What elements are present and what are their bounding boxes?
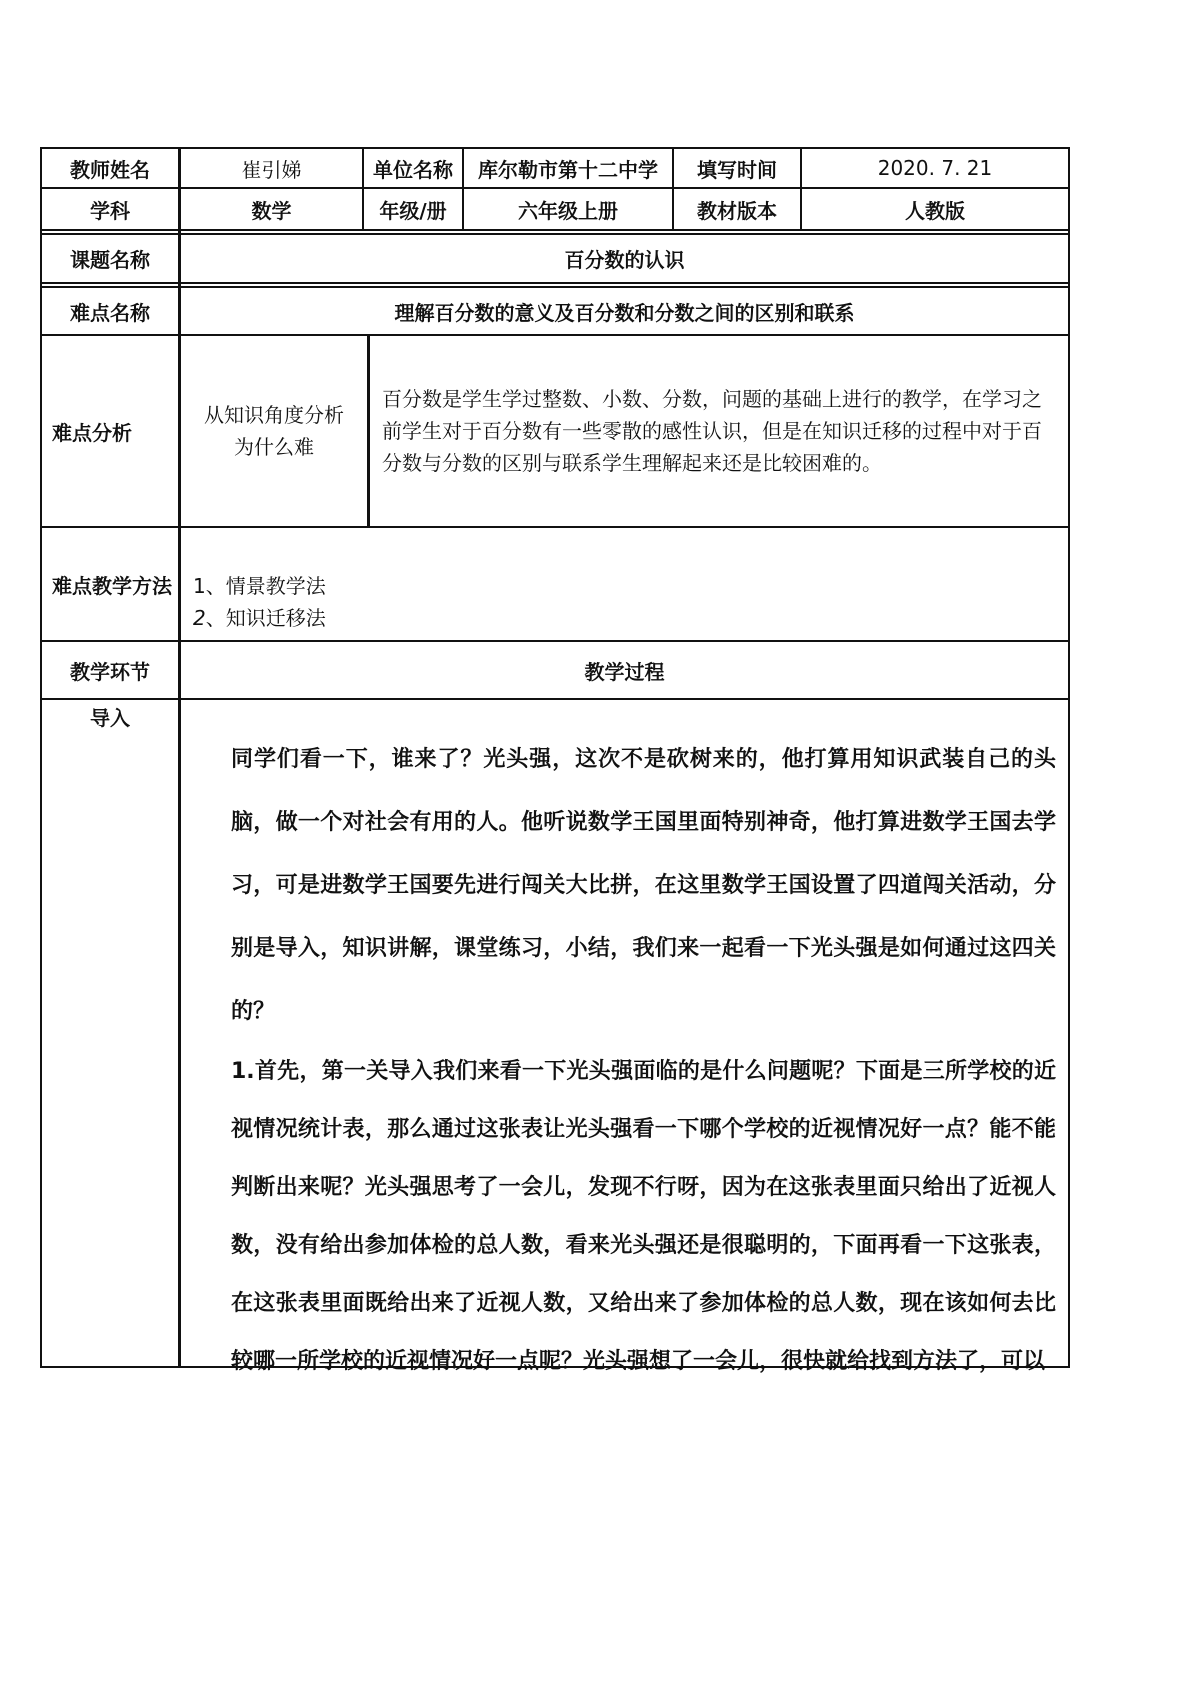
analysis-label: 难点分析	[52, 420, 132, 445]
method-number: 1	[193, 574, 206, 598]
unit-label: 单位名称	[373, 157, 453, 182]
edition-label: 教材版本	[697, 198, 777, 223]
method-text: 、知识迁移法	[205, 606, 326, 630]
stage-header: 教学环节	[70, 659, 150, 684]
unit-value: 库尔勒市第十二中学	[478, 157, 658, 182]
row-divider	[40, 698, 1070, 700]
row-divider	[40, 229, 1070, 231]
intro-stage-label: 导入	[90, 705, 130, 730]
process-header: 教学过程	[584, 659, 665, 684]
grade-label: 年级/册	[379, 198, 447, 223]
topic-label: 课题名称	[70, 248, 150, 272]
method-text: 、情景教学法	[205, 574, 326, 598]
difficulty-label: 难点名称	[70, 300, 150, 325]
teacher-name-value: 崔引娣	[241, 157, 302, 182]
subject-label: 学科	[90, 198, 130, 223]
date-label: 填写时间	[697, 157, 777, 182]
date-value: 2020. 7. 21	[877, 156, 993, 180]
edition-value: 人教版	[905, 198, 965, 223]
row-divider	[40, 526, 1070, 528]
methods-list	[181, 570, 1068, 638]
table-border-right	[1068, 147, 1070, 1368]
subject-value: 数学	[251, 198, 292, 223]
topic-value: 百分数的认识	[564, 248, 685, 272]
difficulty-value: 理解百分数的意义及百分数和分数之间的区别和联系	[394, 300, 855, 325]
intro-process-text	[181, 728, 1068, 1374]
method-number: 2	[193, 606, 206, 630]
method-item	[193, 570, 326, 602]
intro-paragraph: 同学们看一下，谁来了？光头强，这次不是砍树来的，他打算用知识武装自己的头脑，做一个对社会有用的人。他听说数学王国里面特别神奇，他打算进数学王国去学习，可是进数学王国要先进行闯关大比拼，在这里数学王国设置了四道闯关活动，分别是导入，知识讲解，课堂练习，小结，我们来一起看一下光头强是如何通过这四关的？	[231, 747, 1056, 1024]
teacher-name-label: 教师姓名	[70, 157, 150, 182]
row-divider	[40, 282, 1070, 284]
methods-label: 难点教学方法	[52, 573, 172, 598]
analysis-text: 百分数是学生学过整数、小数、分数，问题的基础上进行的教学，在学习之前学生对于百分数有一些零散的感性认识，但是在知识迁移的过程中对于百分数与分数的区别与联系学生理解起来还是比较困难的。	[382, 387, 1042, 475]
intro-paragraph: 1.首先，第一关导入我们来看一下光头强面临的是什么问题呢？下面是三所学校的近视情况统计表，那么通过这张表让光头强看一下哪个学校的近视情况好一点？能不能判断出来呢？光头强思考了一会儿，发现不行呀，因为在这张表里面只给出了近视人数，没有给出参加体检的总人数，看来光头强还是很聪明的，下面再看一下这张表，在这张表里面既给出来了近视人数，又给出来了参加体检的总人数，现在该如何去比较哪一所学校的近视情况好一点呢？光头强想了一会儿，很快就给找到方法了，可以	[231, 1059, 1056, 1374]
grade-value: 六年级上册	[518, 198, 618, 223]
method-item	[193, 602, 326, 634]
analysis-angle: 从知识角度分析为什么难	[204, 403, 344, 459]
